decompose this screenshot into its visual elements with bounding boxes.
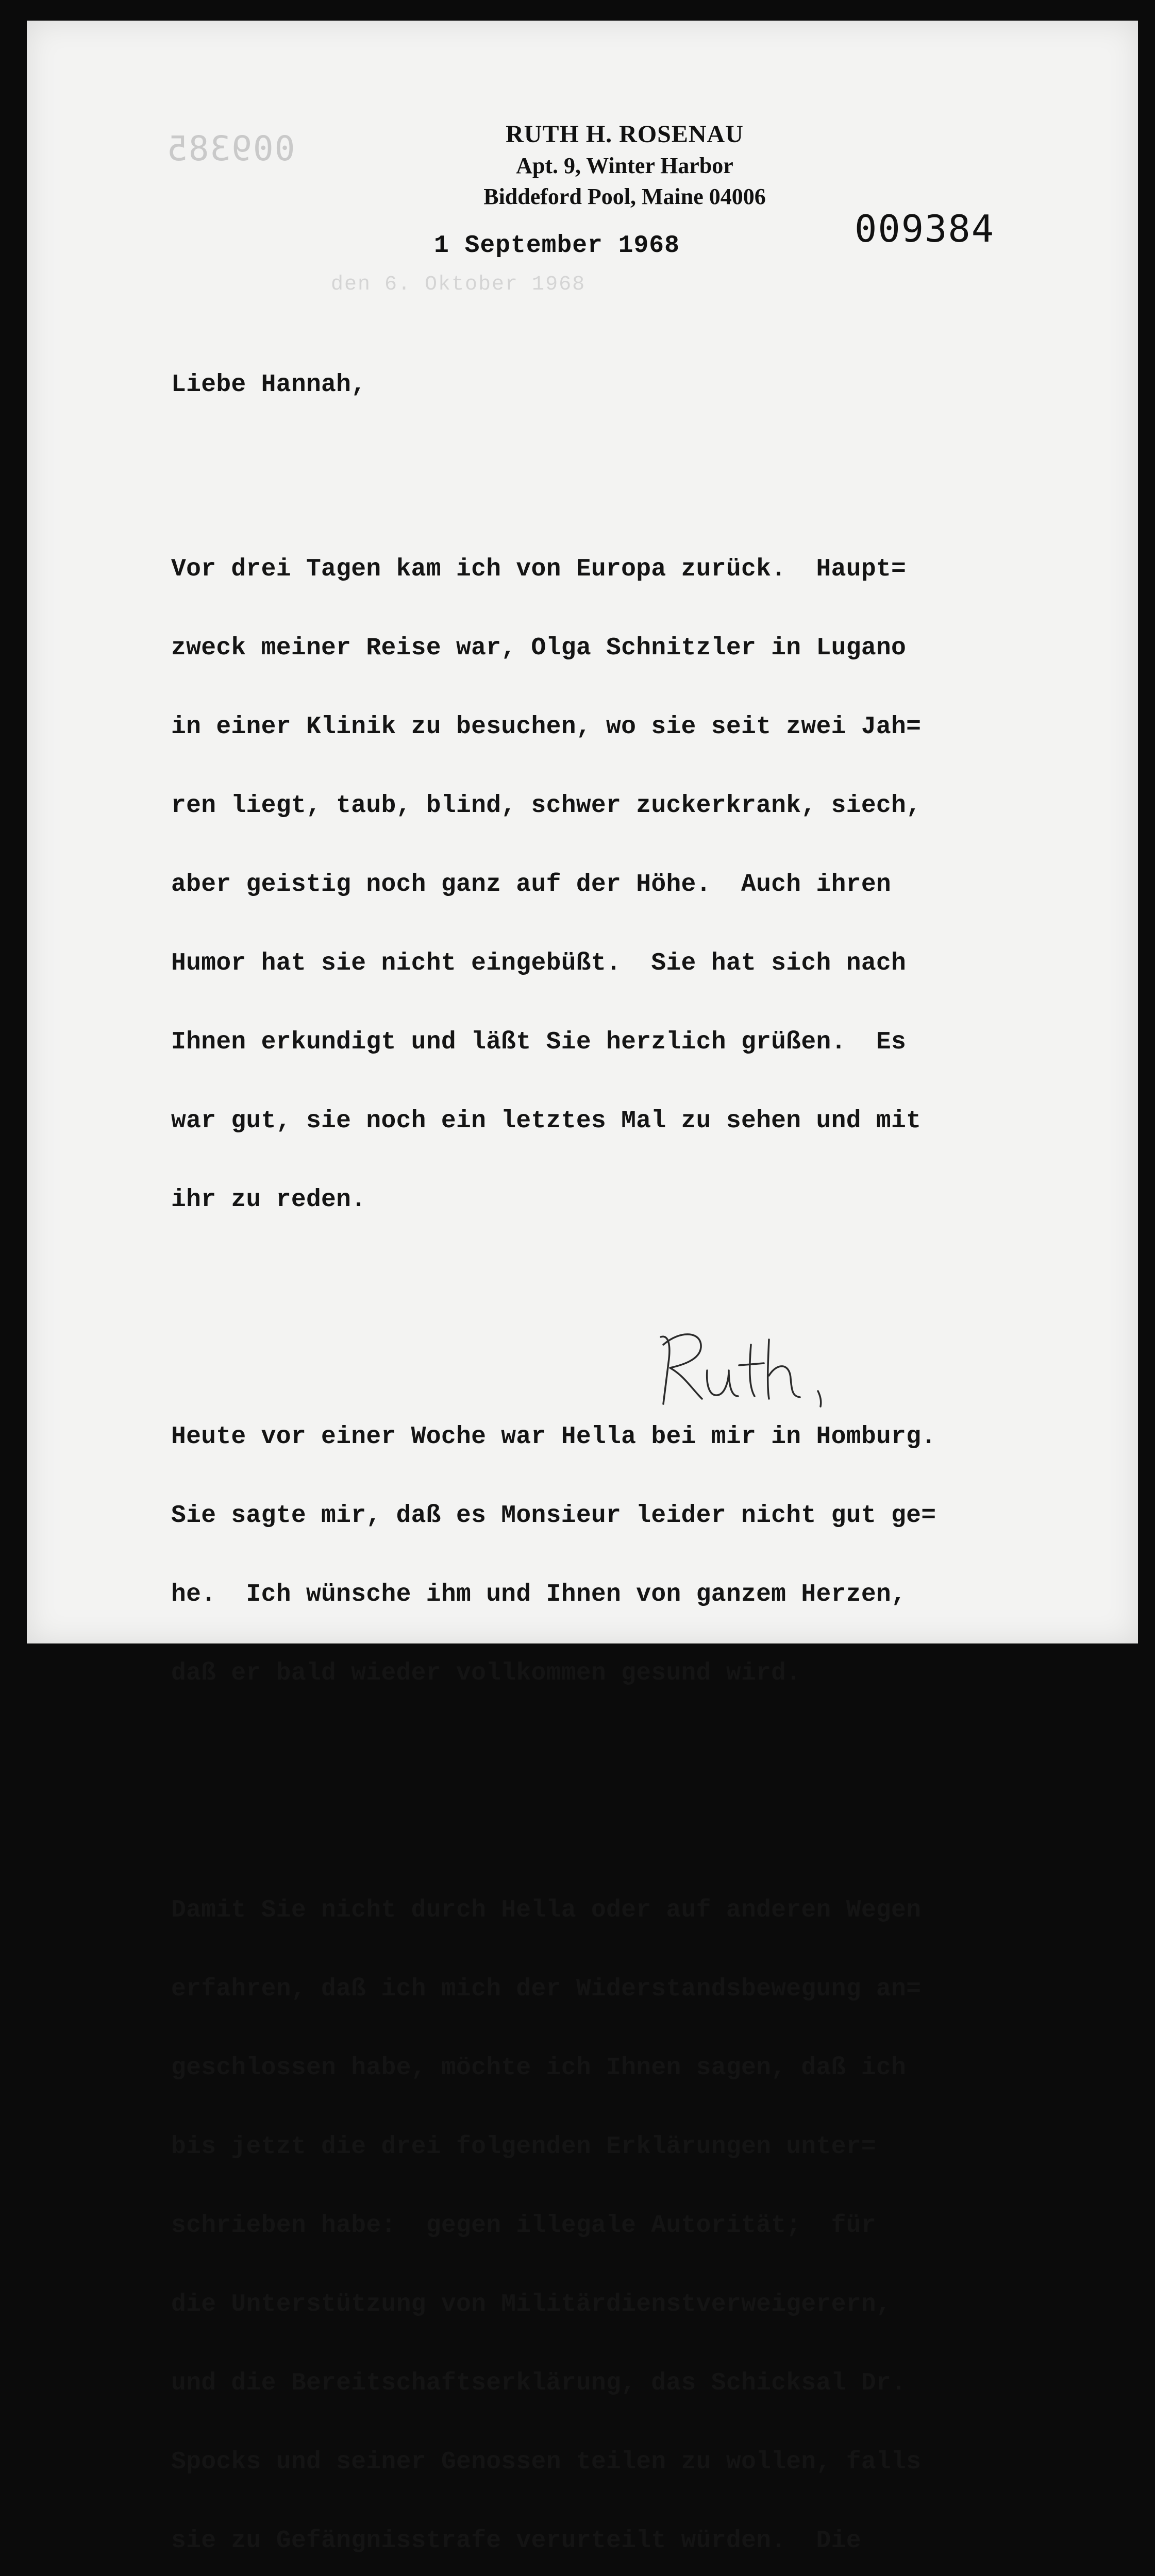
salutation: Liebe Hannah, [171, 371, 366, 399]
text-line: aber geistig noch ganz auf der Höhe. Auch ihren [171, 871, 892, 899]
text-line: he. Ich wünsche ihm und Ihnen von ganzem Herzen, [171, 1581, 907, 1608]
document-number-stamp: 009384 [855, 207, 995, 250]
paragraph-2 [171, 1371, 1078, 1739]
text-line: Humor hat sie nicht eingebüßt. Sie hat sich nach [171, 950, 907, 977]
text-line: sie zu Gefängnisstrafe verurteilt würden. Die [171, 2527, 861, 2555]
text-line: geschlossen habe, möchte ich Ihnen sagen, daß ich [171, 2054, 907, 2082]
text-line: schrieben habe: gegen illegale Autorität; für [171, 2212, 876, 2240]
text-line: Ihnen erkundigt und läßt Sie herzlich grüßen. Es [171, 1028, 907, 1056]
text-line: Heute vor einer Woche war Hella bei mir in Homburg. [171, 1423, 936, 1451]
paragraph-3 [171, 1845, 1078, 2576]
text-line: die Unterstützung von Militärdienstverweigerern, [171, 2291, 892, 2318]
text-line: daß er bald wieder vollkommen gesund wird. [171, 1659, 801, 1687]
bleed-through-number: 009385 [166, 129, 295, 168]
text-line: war gut, sie noch ein letztes Mal zu sehen und mit [171, 1107, 922, 1135]
text-line: erfahren, daß ich mich der Widerstandsbewegung an= [171, 1975, 922, 2003]
handwritten-signature [640, 1314, 898, 1417]
text-line: und die Bereitschaftserklärung, das Schicksal Dr. [171, 2369, 907, 2397]
text-line: ihr zu reden. [171, 1186, 366, 1214]
text-line: in einer Klinik zu besuchen, wo sie seit zwei Jah= [171, 713, 922, 741]
letterhead-address-line2: Biddeford Pool, Maine 04006 [483, 184, 766, 209]
text-line: Sie sagte mir, daß es Monsieur leider nicht gut ge= [171, 1502, 936, 1530]
text-line: Vor drei Tagen kam ich von Europa zurück. Haupt= [171, 555, 907, 583]
letterhead-address-line1: Apt. 9, Winter Harbor [516, 153, 733, 178]
letter-body [171, 319, 1078, 2576]
letterhead [336, 118, 913, 212]
letter-date: 1 September 1968 [434, 232, 680, 260]
text-line: ren liegt, taub, blind, schwer zuckerkrank, siech, [171, 792, 922, 820]
letter-sheet [27, 21, 1138, 2555]
paragraph-1 [171, 504, 1078, 1266]
text-line: Spocks und seiner Genossen teilen zu wollen, falls [171, 2448, 922, 2476]
text-line: zweck meiner Reise war, Olga Schnitzler in Lugano [171, 634, 907, 662]
bleed-through-date: den 6. Oktober 1968 [331, 273, 586, 296]
text-line: Damit Sie nicht durch Hella oder auf anderen Wegen [171, 1896, 922, 1924]
text-line: bis jetzt die drei folgenden Erklärungen unter= [171, 2133, 876, 2161]
letterhead-name: RUTH H. ROSENAU [506, 121, 744, 148]
